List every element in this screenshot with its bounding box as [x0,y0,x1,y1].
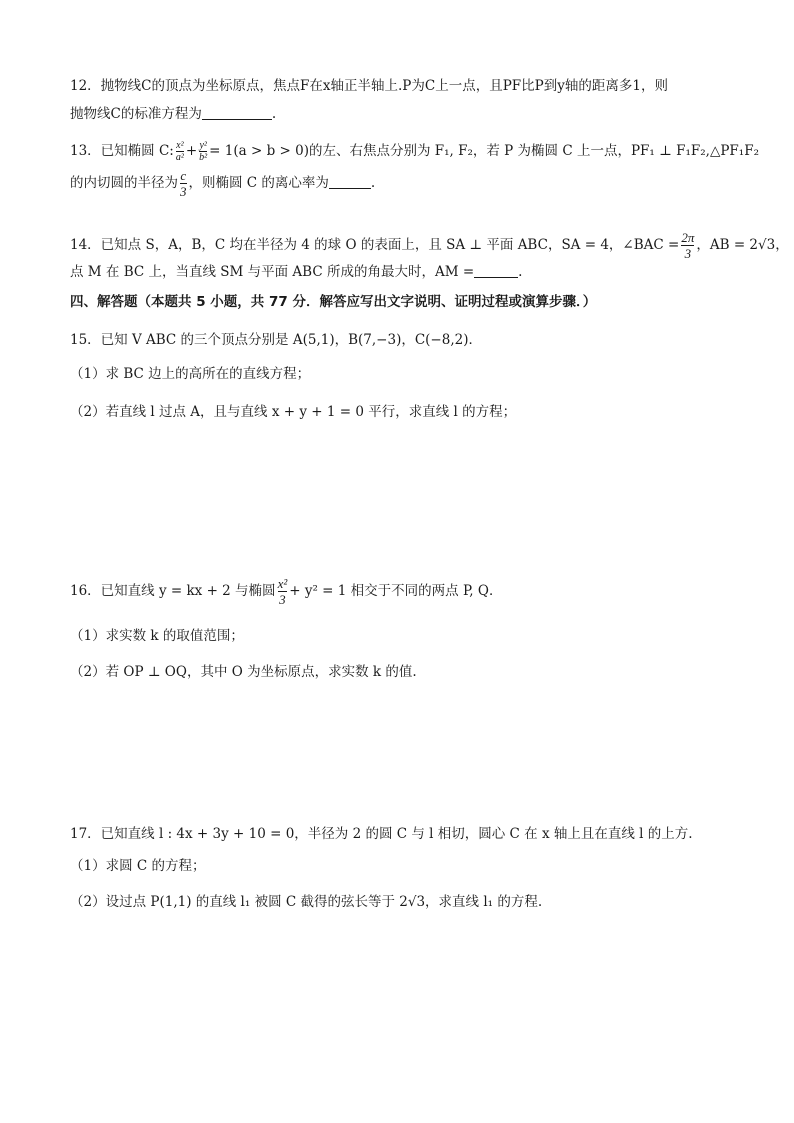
q14-period: . [518,264,523,280]
q17-stem: 17．已知直线 l : 4x + 3y + 10 = 0，半径为 2 的圆 C 与 l 相切，圆心 C 在 x 轴上且在直线 l 的上方. [70,826,693,842]
q16-part1: （1）求实数 k 的取值范围； [70,628,244,644]
q16-ellipse-fraction [278,576,288,607]
q13-line2-mid: ，则椭圆 C 的离心率为 [188,175,329,191]
q16-frac-den: 3 [279,592,286,607]
q16-prefix: 16．已知直线 y = kx + 2 与椭圆 [70,583,276,599]
q13-frac-y: $\frac{\text{y²}}{\text{b²}}$ [199,140,208,163]
q14-line1-suffix: ，AB = 2√3， [696,237,789,253]
q16-part2: （2）若 OP ⊥ OQ，其中 O 为坐标原点，求实数 k 的值. [70,664,417,680]
q13-line2-prefix: 的内切圆的半径为 [70,175,178,191]
q17-part1: （1）求圆 C 的方程； [70,858,206,874]
q14-answer-blank [474,263,518,278]
q17-part2: （2）设过点 P(1,1) 的直线 l₁ 被圆 C 截得的弦长等于 2√3，求直线 l₁ 的方程. [70,894,543,910]
q13-frac-num: c [180,168,187,183]
q14-line1 [70,230,789,261]
q13-mid: = 1(a > b > 0)的左、右焦点分别为 F₁, F₂，若 P 为椭圆 C 上一点，PF₁ ⊥ F₁F₂,△PF₁F₂ [209,143,759,159]
q14-angle-den: 3 [681,245,694,261]
q12-line1 [70,76,668,96]
q12-answer-prompt: 抛物线C的标准方程为 [70,106,202,122]
q13-radius-fraction [180,168,187,199]
q12-period: . [271,106,277,122]
q12-answer-blank [202,105,272,120]
q14-line2-prefix: 点 M 在 BC 上，当直线 SM 与平面 ABC 所成的角最大时，AM = [70,264,475,280]
q14-angle-num: 2π [681,230,695,245]
q13-line1: 13．已知椭圆 C: $\frac{\text{x²}}{\text{a²}}$ + $\frac{\text{y²}}{\text{b²}}$ = 1(a > b > 0)的左、右焦点分别为 F₁, F₂，若 P 为椭圆 C 上一点，PF₁ ⊥ F₁F₂,△PF₁F₂ [70,140,759,163]
q13-frac-x: $\frac{\text{x²}}{\text{a²}}$ [175,140,184,163]
q16-stem [70,576,502,607]
q13-answer-blank [329,174,371,189]
q14-line2 [70,262,522,282]
q12-text: 12．抛物线C的顶点为坐标原点，焦点F在x轴正半轴上.P为C上一点，且PF比P到y轴的距离多1，则 [70,78,668,94]
q13-line2 [70,168,375,199]
q13-prefix: 13．已知椭圆 C: [70,143,174,159]
q15-stem: 15．已知 V ABC 的三个顶点分别是 A(5,1)，B(7,−3)，C(−8,2)． [70,332,482,348]
q14-text: 14．已知点 S，A，B，C 均在半径为 4 的球 O 的表面上，且 SA ⊥ 平面 ABC，SA = 4，∠BAC = [70,237,680,253]
q15-part2: （2）若直线 l 过点 A，且与直线 x + y + 1 = 0 平行，求直线 l 的方程； [70,404,517,420]
q16-suffix: + y² = 1 相交于不同的两点 P, Q． [289,583,503,599]
section4-heading: 四、解答题（本题共 5 小题，共 77 分．解答应写出文字说明、证明过程或演算步骤．） [70,294,597,310]
q14-angle-fraction [681,230,694,261]
q13-frac-den: 3 [180,184,187,199]
q16-frac-num: x² [277,576,288,591]
q13-period: . [370,175,376,191]
q12-line2 [70,104,276,124]
q15-part1: （1）求 BC 边上的高所在的直线方程； [70,366,311,382]
